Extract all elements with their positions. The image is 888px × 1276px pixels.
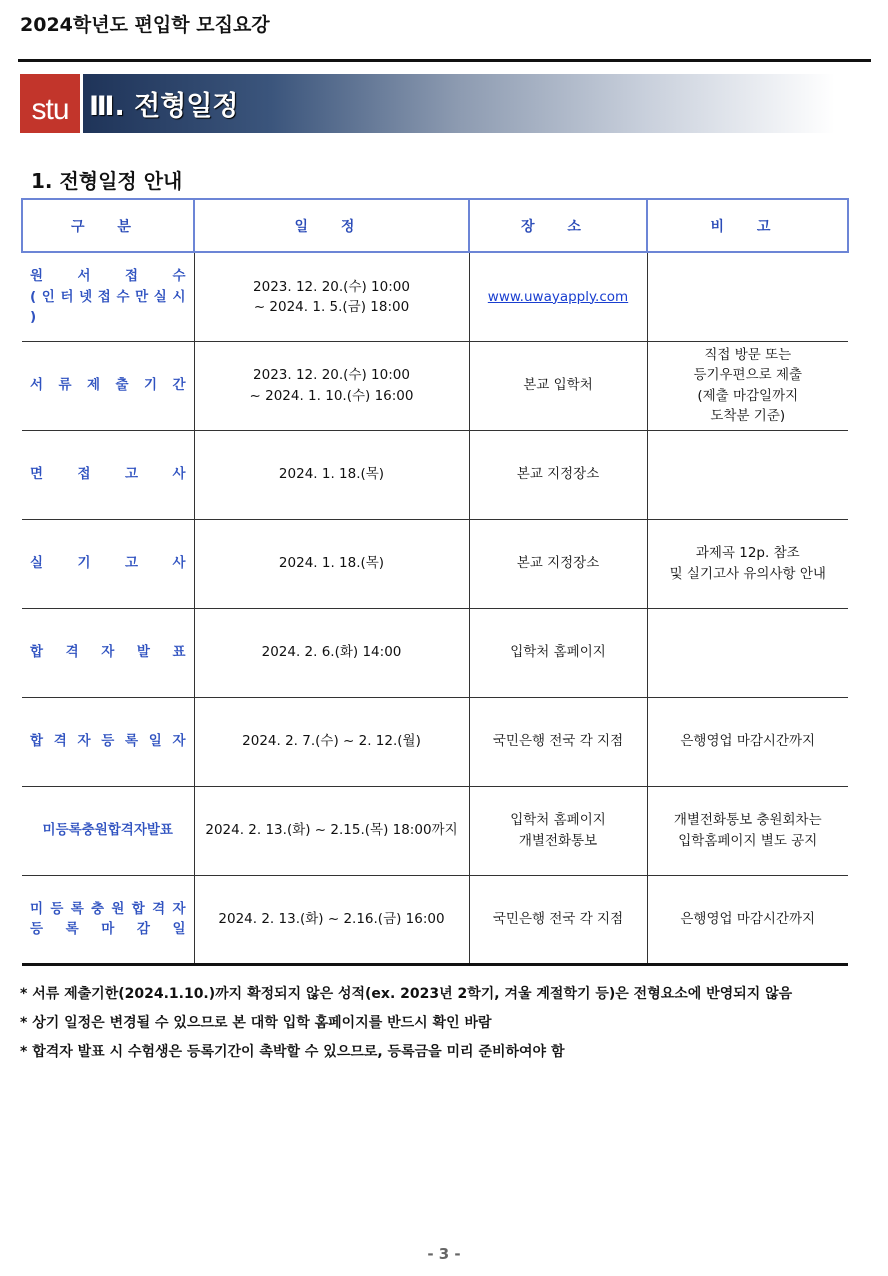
schedule-cell <box>194 608 469 697</box>
page-number: - 3 - <box>427 1245 461 1263</box>
note-line: * 상기 일정은 변경될 수 있으므로 본 대학 입학 홈페이지를 반드시 확인 바람 <box>20 1015 492 1031</box>
place-cell <box>469 341 647 430</box>
header-note: 비 고 <box>647 199 848 252</box>
note-cell <box>647 252 848 341</box>
schedule-cell <box>194 341 469 430</box>
category-text: 실 기 고 사 <box>30 555 186 572</box>
note-cell <box>647 875 848 964</box>
category-cell <box>22 341 194 430</box>
category-text: 서 류 제 출 기 간 <box>30 377 186 394</box>
place-text: 개별전화통보 <box>518 832 598 849</box>
place-cell <box>469 697 647 786</box>
category-text: ( 인 터 넷 접 수 만 실 시 ) <box>30 288 186 325</box>
category-text: 원 서 접 수 <box>30 268 186 285</box>
table-row <box>22 430 848 519</box>
category-cell <box>22 786 194 875</box>
schedule-text: 2023. 12. 20.(수) 10:00 <box>253 367 410 384</box>
header-category: 구 분 <box>22 199 194 252</box>
table-row <box>22 519 848 608</box>
schedule-text: 2023. 12. 20.(수) 10:00 <box>253 278 410 295</box>
schedule-text: 2024. 1. 18.(목) <box>278 466 385 483</box>
place-text: 국민은행 전국 각 지점 <box>492 733 624 750</box>
place-text: 입학처 홈페이지 <box>510 812 606 829</box>
section-title: Ⅲ. 전형일정 <box>83 74 835 133</box>
category-cell <box>22 430 194 519</box>
table-row <box>22 875 848 964</box>
schedule-text: 2024. 2. 6.(화) 14:00 <box>261 644 402 661</box>
schedule-text: 2024. 2. 13.(화) ~ 2.16.(금) 16:00 <box>218 910 445 927</box>
note-line: * 합격자 발표 시 수험생은 등록기간이 촉박할 수 있으므로, 등록금을 미리 준비하여야 함 <box>20 1044 565 1060</box>
place-cell <box>469 252 647 341</box>
note-text: 직접 방문 또는 <box>704 347 792 363</box>
category-cell <box>22 608 194 697</box>
note-text: 및 실기고사 유의사항 안내 <box>669 565 826 582</box>
note-text: 입학홈페이지 별도 공지 <box>678 832 818 849</box>
note-cell <box>647 430 848 519</box>
table-header-row <box>22 199 848 252</box>
schedule-text: ~ 2024. 1. 10.(수) 16:00 <box>249 387 414 404</box>
header-schedule: 일 정 <box>194 199 469 252</box>
table-row <box>22 786 848 875</box>
schedule-text: 2024. 2. 13.(화) ~ 2.15.(목) 18:00까지 <box>205 822 458 839</box>
place-cell <box>469 786 647 875</box>
header-place: 장 소 <box>469 199 647 252</box>
document-title: 2024학년도 편입학 모집요강 <box>20 14 270 36</box>
category-text: 면 접 고 사 <box>30 466 186 483</box>
category-text: 합 격 자 등 록 일 자 <box>30 733 186 750</box>
place-cell <box>469 519 647 608</box>
place-cell <box>469 430 647 519</box>
schedule-cell <box>194 697 469 786</box>
schedule-cell <box>194 430 469 519</box>
category-cell <box>22 519 194 608</box>
table-row <box>22 697 848 786</box>
note-cell <box>647 519 848 608</box>
table-row <box>22 252 848 341</box>
category-cell <box>22 875 194 964</box>
note-cell <box>647 608 848 697</box>
note-text: (제출 마감일까지 <box>697 387 799 404</box>
schedule-cell <box>194 875 469 964</box>
table-row <box>22 341 848 430</box>
place-text: 본교 지정장소 <box>516 466 600 483</box>
schedule-cell <box>194 786 469 875</box>
section-banner <box>20 74 835 133</box>
note-cell <box>647 341 848 430</box>
note-text: 개별전화통보 충원회차는 <box>673 812 822 829</box>
website-link[interactable]: www.uwayapply.com <box>487 288 629 305</box>
university-logo: stu <box>20 74 80 133</box>
note-text: 은행영업 마감시간까지 <box>680 733 816 750</box>
note-text: 과제곡 12p. 참조 <box>695 545 800 562</box>
place-text: 입학처 홈페이지 <box>510 644 606 661</box>
category-text: 합 격 자 발 표 <box>30 644 186 661</box>
category-text: 미등록충원합격자발표 <box>42 822 173 839</box>
schedule-cell <box>194 519 469 608</box>
schedule-text: 2024. 2. 7.(수) ~ 2. 12.(월) <box>242 733 421 750</box>
schedule-text: 2024. 1. 18.(목) <box>278 555 385 572</box>
category-text: 미 등 록 충 원 합 격 자 <box>30 900 186 917</box>
note-text: 등기우편으로 제출 <box>693 367 803 384</box>
subsection-title: 1. 전형일정 안내 <box>31 169 183 193</box>
note-text: 도착분 기준) <box>710 407 786 424</box>
category-cell <box>22 252 194 341</box>
schedule-table <box>21 198 849 966</box>
note-cell <box>647 786 848 875</box>
notes <box>20 980 792 1067</box>
header-divider <box>18 59 871 62</box>
note-text: 은행영업 마감시간까지 <box>680 910 816 927</box>
place-cell <box>469 875 647 964</box>
place-text: 본교 지정장소 <box>516 555 600 572</box>
category-text: 등 록 마 감 일 <box>30 921 186 937</box>
table-row <box>22 608 848 697</box>
category-cell <box>22 697 194 786</box>
note-line: * 서류 제출기한(2024.1.10.)까지 확정되지 않은 성적(ex. 2023년 2학기, 겨울 계절학기 등)은 전형요소에 반영되지 않음 <box>20 986 793 1002</box>
schedule-cell <box>194 252 469 341</box>
place-text: 본교 입학처 <box>523 377 593 394</box>
note-cell <box>647 697 848 786</box>
place-text: 국민은행 전국 각 지점 <box>492 910 624 927</box>
schedule-text: ~ 2024. 1. 5.(금) 18:00 <box>253 298 410 315</box>
place-cell <box>469 608 647 697</box>
